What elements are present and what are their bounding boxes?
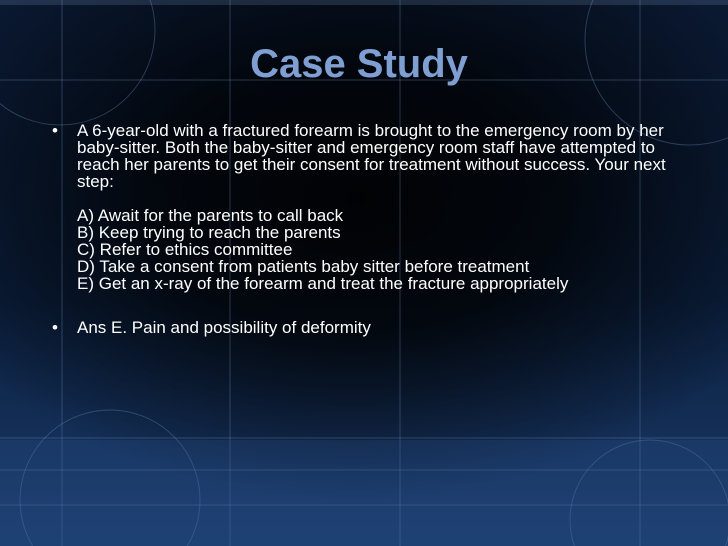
bullet-icon: • <box>52 318 58 337</box>
slide-title <box>0 40 728 88</box>
option-e: E) Get an x-ray of the forearm and treat the fracture appropriately <box>77 274 569 293</box>
bullet-item-answer <box>50 319 690 336</box>
bullet-icon: • <box>52 121 58 140</box>
option-a: A) Await for the parents to call back <box>77 206 344 225</box>
slide-body <box>50 122 690 336</box>
answer-options <box>77 207 690 292</box>
option-d: D) Take a consent from patients baby sitter before treatment <box>77 257 530 276</box>
answer-text: Ans E. Pain and possibility of deformity <box>77 318 371 337</box>
option-c: C) Refer to ethics committee <box>77 240 293 259</box>
bullet-item-question <box>50 122 690 292</box>
option-b: B) Keep trying to reach the parents <box>77 223 341 242</box>
question-text: A 6-year-old with a fractured forearm is brought to the emergency room by her baby-sitter. Both the baby-sitter and emergency room staff have attempted to reach her parents to get their consent for treatment without success. Your next step: <box>77 121 666 191</box>
slide-title-text: Case Study <box>250 42 468 86</box>
